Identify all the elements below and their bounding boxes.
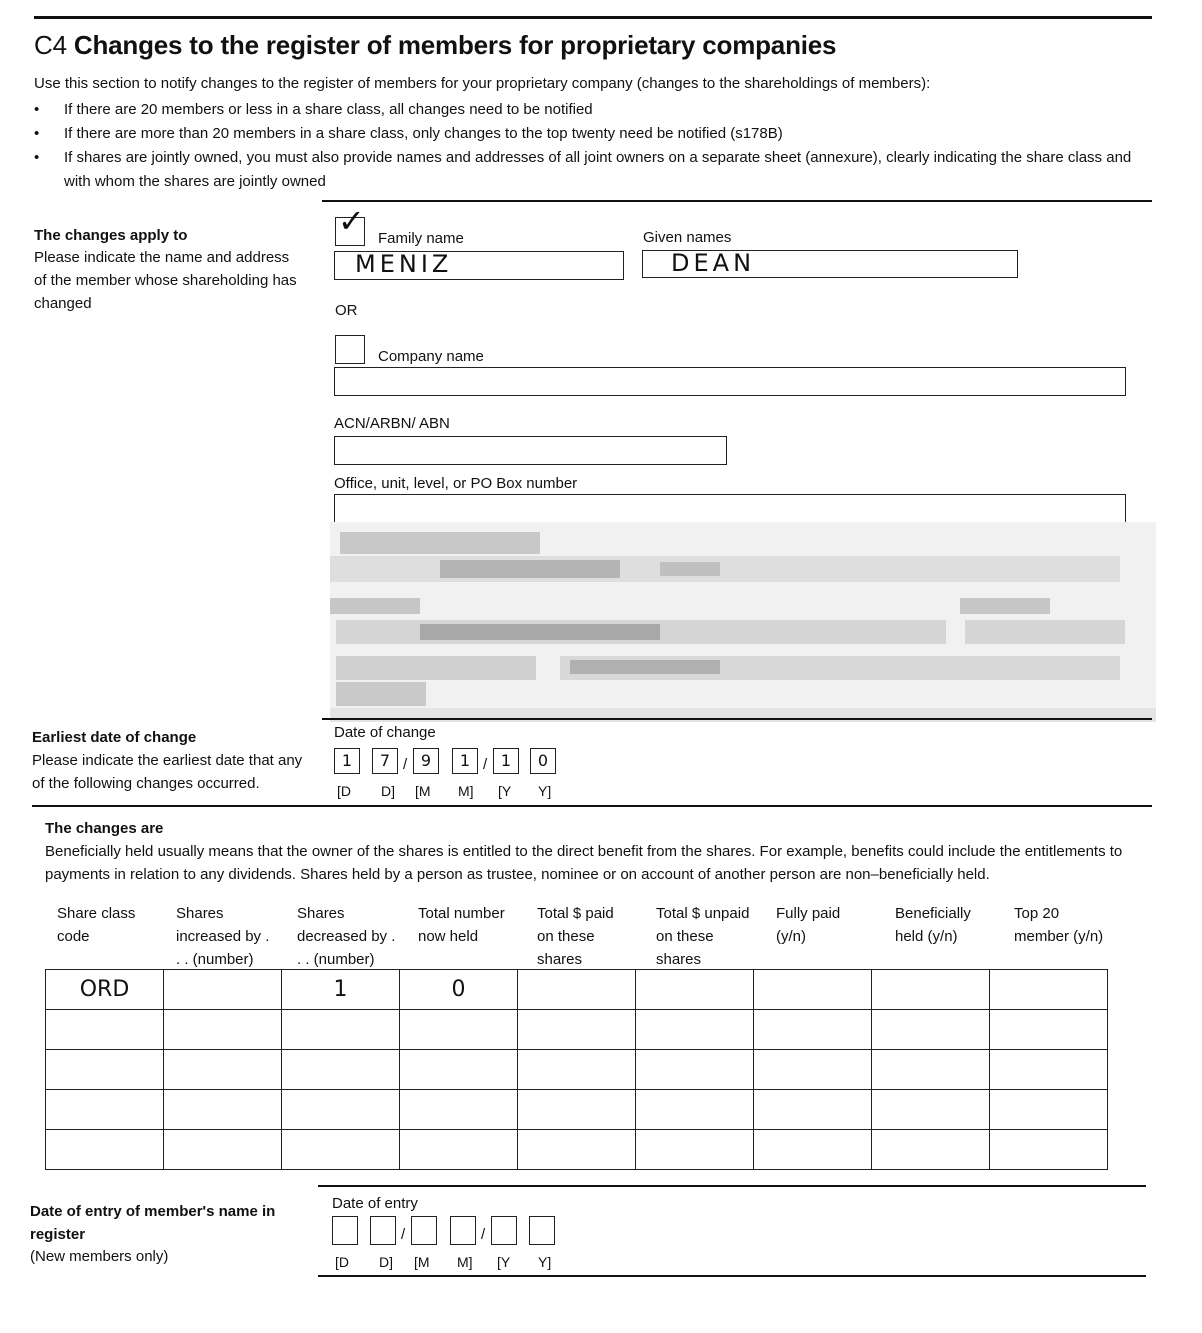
table-cell[interactable]	[518, 970, 636, 1010]
section-intro: Use this section to notify changes to the register of members for your proprietary company (changes to the shareholdings of members):	[34, 75, 931, 92]
table-row	[46, 1130, 1108, 1170]
date-of-change-label: Date of change	[334, 724, 436, 741]
table-cell[interactable]	[754, 1050, 872, 1090]
section-title	[34, 30, 836, 61]
table-cell[interactable]	[518, 1010, 636, 1050]
change-date-label-y1: [Y	[498, 783, 512, 799]
table-cell[interactable]	[636, 970, 754, 1010]
table-cell[interactable]	[754, 970, 872, 1010]
table-cell[interactable]	[636, 1090, 754, 1130]
change-date-d2[interactable]: 7	[372, 748, 398, 774]
col-total-paid: Total $ paid on these shares	[537, 905, 614, 968]
table-cell[interactable]	[990, 1010, 1108, 1050]
changes-heading: The changes are	[45, 820, 164, 837]
change-date-m1[interactable]: 9	[413, 748, 439, 774]
change-date-label-d2: D]	[381, 783, 395, 799]
entry-date-label-d1: [D	[335, 1254, 349, 1270]
applies-to-description: Please indicate the name and address of the member whose shareholding has changed	[34, 249, 297, 312]
table-cell[interactable]	[282, 1050, 400, 1090]
table-cell[interactable]: 0	[400, 970, 518, 1010]
entry-date-heading: Date of entry of member's name in register	[30, 1203, 276, 1243]
section-code: C4	[34, 30, 67, 60]
change-date-d1[interactable]: 1	[334, 748, 360, 774]
table-cell[interactable]	[282, 1010, 400, 1050]
col-total-held: Total number now held	[418, 905, 505, 945]
changes-table	[45, 969, 1108, 1170]
entry-date-m1[interactable]	[411, 1216, 437, 1245]
earliest-date-heading: Earliest date of change	[32, 729, 197, 746]
table-cell[interactable]	[282, 1090, 400, 1130]
table-cell[interactable]	[282, 1130, 400, 1170]
change-date-label-d1: [D	[337, 783, 351, 799]
table-cell[interactable]	[990, 1050, 1108, 1090]
col-share-class: Share class code	[57, 905, 136, 945]
given-names-value: DEAN	[671, 249, 756, 277]
entry-date-label-y1: [Y	[497, 1254, 511, 1270]
entry-date-note: (New members only)	[30, 1248, 169, 1265]
office-label: Office, unit, level, or PO Box number	[334, 475, 578, 492]
table-cell[interactable]	[754, 1010, 872, 1050]
table-cell[interactable]	[46, 1010, 164, 1050]
table-cell[interactable]	[164, 1010, 282, 1050]
top-rule	[34, 16, 1152, 19]
entry-date-rule	[318, 1185, 1146, 1187]
table-cell[interactable]	[400, 1010, 518, 1050]
table-cell[interactable]	[872, 1090, 990, 1130]
family-name-value: MENIZ	[355, 250, 453, 278]
table-cell[interactable]	[636, 1130, 754, 1170]
table-row	[46, 1050, 1108, 1090]
table-cell[interactable]	[164, 970, 282, 1010]
section-bullets	[34, 98, 1144, 194]
checkmark-icon: ✓	[338, 202, 365, 240]
applies-to-rule	[322, 200, 1152, 202]
company-name-label: Company name	[378, 348, 484, 365]
table-cell[interactable]	[164, 1050, 282, 1090]
entry-date-label-m1: [M	[414, 1254, 430, 1270]
col-top20: Top 20 member (y/n)	[1014, 905, 1104, 945]
col-total-unpaid: Total $ unpaid on these shares	[656, 905, 750, 968]
table-cell[interactable]	[164, 1130, 282, 1170]
bottom-rule	[318, 1275, 1146, 1277]
bullet-item: • If there are 20 members or less in a share class, all changes need to be notified	[34, 101, 593, 118]
entry-date-label-m2: M]	[457, 1254, 473, 1270]
office-field[interactable]	[334, 494, 1126, 523]
table-cell[interactable]	[518, 1130, 636, 1170]
table-cell[interactable]	[754, 1130, 872, 1170]
table-cell[interactable]	[518, 1050, 636, 1090]
table-cell[interactable]	[636, 1050, 754, 1090]
redacted-address-block	[330, 522, 1156, 722]
family-name-field[interactable]	[334, 251, 624, 280]
table-cell[interactable]: 1	[282, 970, 400, 1010]
col-shares-increased: Shares increased by . . . (number)	[176, 905, 270, 968]
table-cell[interactable]	[400, 1130, 518, 1170]
company-name-field[interactable]	[334, 367, 1126, 396]
table-cell[interactable]	[400, 1090, 518, 1130]
table-cell[interactable]	[872, 1010, 990, 1050]
col-beneficially-held: Beneficially held (y/n)	[895, 905, 971, 945]
family-name-label: Family name	[378, 230, 464, 247]
earliest-date-rule	[322, 718, 1152, 720]
table-cell[interactable]	[46, 1090, 164, 1130]
table-cell[interactable]	[754, 1090, 872, 1130]
bullet-item: • If there are more than 20 members in a share class, only changes to the top twenty need be notified (s178B)	[34, 125, 783, 142]
or-label: OR	[335, 302, 358, 319]
table-cell[interactable]	[518, 1090, 636, 1130]
table-cell[interactable]	[872, 1050, 990, 1090]
entry-date-d1[interactable]	[332, 1216, 358, 1245]
change-date-m2[interactable]: 1	[452, 748, 478, 774]
table-cell[interactable]	[46, 1050, 164, 1090]
earliest-date-description: Please indicate the earliest date that any of the following changes occurred.	[32, 752, 303, 792]
table-row	[46, 1090, 1108, 1130]
table-cell[interactable]	[164, 1090, 282, 1130]
entry-date-y2[interactable]	[529, 1216, 555, 1245]
acn-field[interactable]	[334, 436, 727, 465]
table-cell[interactable]	[990, 1130, 1108, 1170]
table-cell[interactable]	[990, 1090, 1108, 1130]
section-title-text: Changes to the register of members for proprietary companies	[73, 30, 837, 60]
given-names-label: Given names	[643, 229, 732, 246]
table-cell[interactable]	[400, 1050, 518, 1090]
acn-label: ACN/ARBN/ ABN	[334, 415, 450, 432]
bullet-item: • If shares are jointly owned, you must also provide names and addresses of all joint owners on a separate sheet (annexure), clearly indicating the share class and with whom the shares are jointly owned	[34, 149, 1132, 190]
company-checkbox[interactable]	[335, 335, 365, 364]
date-of-entry-label: Date of entry	[332, 1195, 418, 1212]
table-cell[interactable]	[636, 1010, 754, 1050]
given-names-field[interactable]	[642, 250, 1018, 278]
change-date-y2[interactable]: 0	[530, 748, 556, 774]
table-row	[46, 1010, 1108, 1050]
entry-date-d2[interactable]	[370, 1216, 396, 1245]
entry-date-label-y2: Y]	[538, 1254, 552, 1270]
table-cell[interactable]	[872, 1130, 990, 1170]
table-cell[interactable]	[872, 970, 990, 1010]
applies-to-heading: The changes apply to	[34, 227, 188, 244]
table-cell[interactable]: ORD	[46, 970, 164, 1010]
entry-date-y1[interactable]	[491, 1216, 517, 1245]
change-date-label-m2: M]	[458, 783, 474, 799]
changes-rule	[32, 805, 1152, 807]
table-row	[46, 970, 1108, 1010]
entry-date-m2[interactable]	[450, 1216, 476, 1245]
change-date-label-m1: [M	[415, 783, 431, 799]
table-cell[interactable]	[990, 970, 1108, 1010]
entry-date-label-d2: D]	[379, 1254, 393, 1270]
changes-description: Beneficially held usually means that the owner of the shares is entitled to the direct benefit from the shares. For example, benefits could include the entitlements to payments in relation to any dividends. Shares held by a person as trustee, nominee or on account of another person are non–beneficially held.	[45, 843, 1123, 883]
change-date-y1[interactable]: 1	[493, 748, 519, 774]
change-date-label-y2: Y]	[538, 783, 552, 799]
col-shares-decreased: Shares decreased by . . . (number)	[297, 905, 396, 968]
table-cell[interactable]	[46, 1130, 164, 1170]
col-fully-paid: Fully paid (y/n)	[776, 905, 841, 945]
